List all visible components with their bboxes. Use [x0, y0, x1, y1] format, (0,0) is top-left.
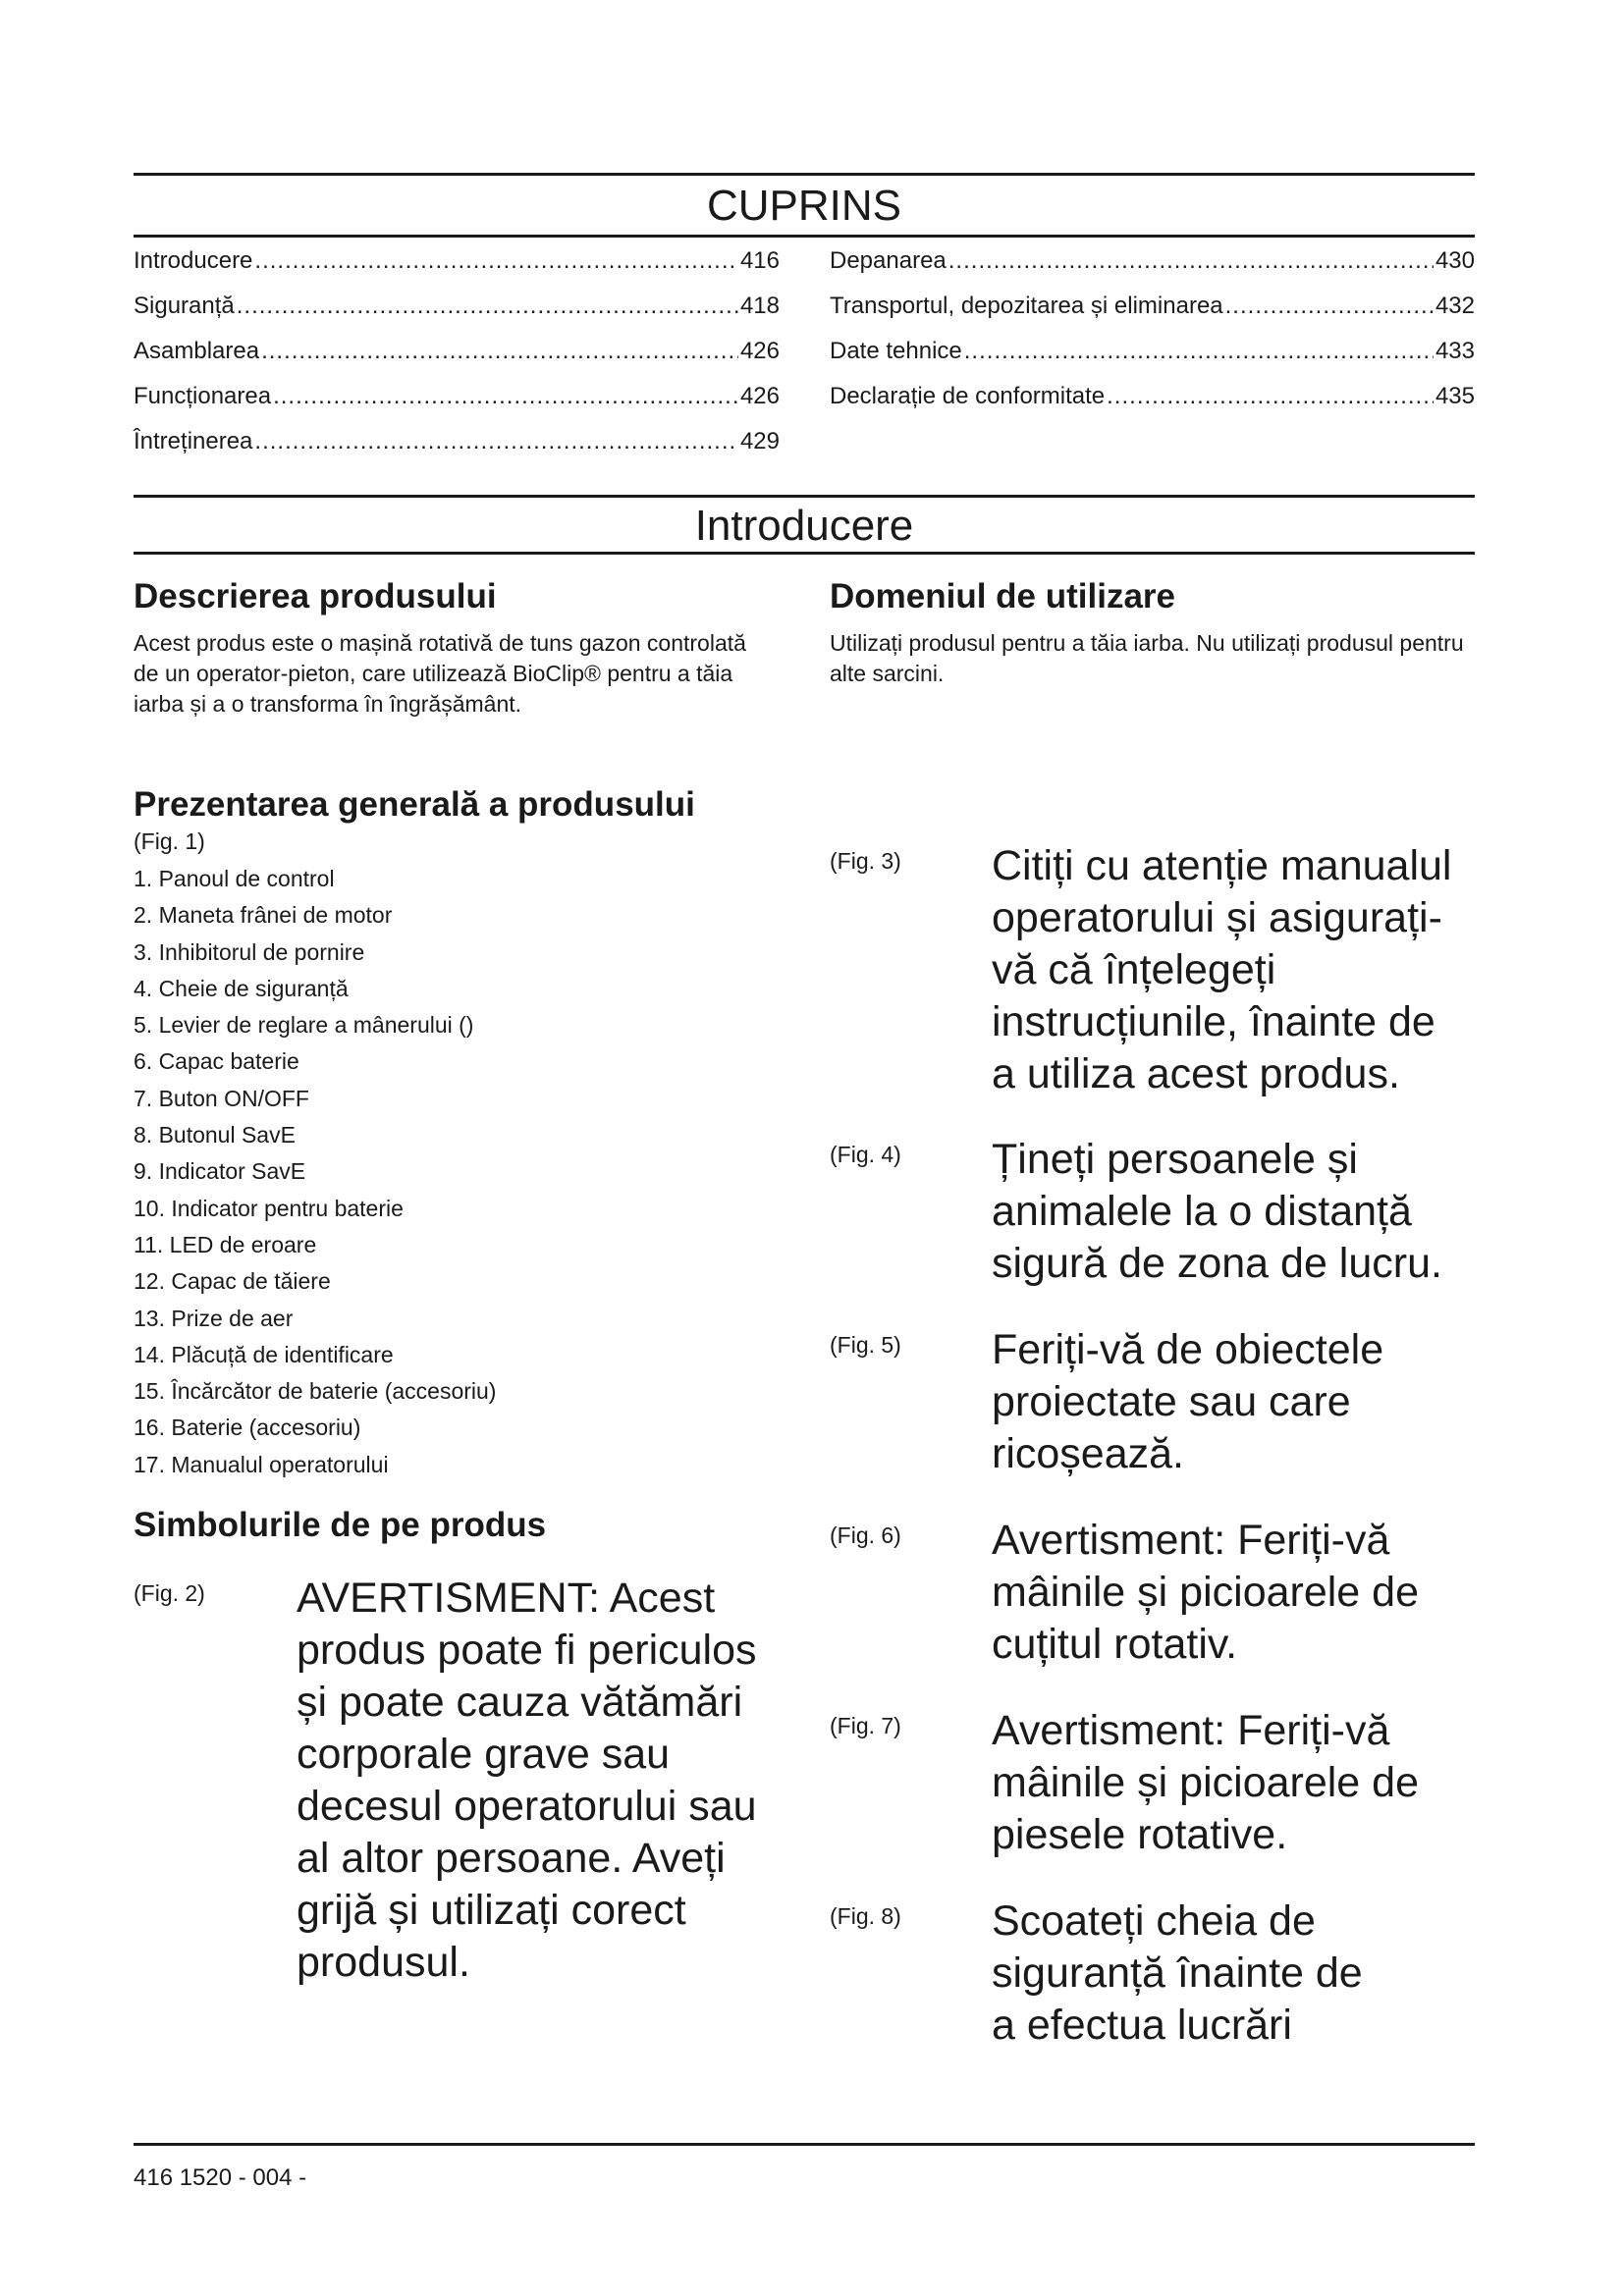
symbol-text-line: corporale grave sau — [297, 1731, 671, 1778]
symbol-text — [992, 1896, 1363, 2052]
symbol-text-line: cuțitul rotativ. — [992, 1621, 1238, 1668]
toc-entry-leader — [254, 247, 738, 275]
toc-entry-page: 418 — [739, 293, 780, 319]
symbol-text-line: mâinile și picioarele de — [992, 1759, 1419, 1806]
list-item: 9. Indicator SavE — [134, 1158, 306, 1185]
symbol-fig-ref: (Fig. 6) — [830, 1522, 901, 1548]
symbol-text-line: Avertisment: Feriți-vă — [992, 1707, 1390, 1754]
symbol-text-line: ricoșează. — [992, 1430, 1184, 1477]
toc-entry-label: Depanarea — [830, 247, 947, 274]
symbol-text-line: a efectua lucrări — [992, 2002, 1292, 2049]
list-item: 7. Buton ON/OFF — [134, 1085, 309, 1111]
list-item: 11. LED de eroare — [134, 1231, 317, 1257]
symbol-text — [992, 840, 1451, 1100]
toc-entry-label: Siguranță — [134, 293, 235, 319]
toc-top-rule — [134, 173, 1475, 176]
list-item: 3. Inhibitorul de pornire — [134, 938, 365, 965]
symbol-fig-2 — [134, 1573, 801, 1995]
toc-entry[interactable] — [134, 383, 780, 428]
list-item: 1. Panoul de control — [134, 866, 335, 891]
symbol-text-line: operatorului și asigurați- — [992, 894, 1442, 941]
toc-entry[interactable] — [134, 293, 780, 338]
list-item: 4. Cheie de siguranță — [134, 975, 349, 1001]
symbol-text-line: AVERTISMENT: Acest — [297, 1575, 716, 1622]
toc-entry-leader — [237, 293, 738, 320]
footer-rule — [134, 2143, 1475, 2146]
list-item: 8. Butonul SavE — [134, 1122, 296, 1148]
symbol-text-line: al altor persoane. Aveți — [297, 1835, 726, 1882]
toc-entry-label: Funcționarea — [134, 383, 272, 409]
symbol-text-line: și poate cauza vătămări — [297, 1679, 743, 1726]
toc-entry[interactable] — [830, 247, 1475, 293]
toc-entry-leader — [273, 383, 738, 410]
symbol-text — [992, 1705, 1419, 1861]
toc-entry-leader — [1225, 293, 1434, 320]
symbol-fig-ref: (Fig. 3) — [830, 848, 901, 874]
symbol-text-line: Feriți-vă de obiectele — [992, 1326, 1384, 1373]
symbol-fig-5 — [830, 1324, 1497, 1491]
list-item: 13. Prize de aer — [134, 1305, 294, 1331]
symbol-fig-6 — [830, 1515, 1497, 1682]
symbol-fig-ref: (Fig. 7) — [830, 1713, 901, 1738]
toc-entry[interactable] — [830, 383, 1475, 428]
symbols-heading: Simbolurile de pe produs — [134, 1506, 547, 1544]
intro-top-rule — [134, 495, 1475, 498]
toc-entry-label: Date tehnice — [830, 338, 962, 364]
toc-entry-page: 426 — [739, 383, 780, 409]
toc-entry-page: 435 — [1435, 383, 1475, 409]
usage-heading: Domeniul de utilizare — [830, 577, 1175, 615]
list-item: 12. Capac de tăiere — [134, 1268, 331, 1295]
symbol-fig-ref: (Fig. 8) — [830, 1903, 901, 1929]
intro-bottom-rule — [134, 552, 1475, 555]
toc-entry-page: 430 — [1435, 247, 1475, 274]
symbol-fig-4 — [830, 1134, 1497, 1301]
symbol-text — [992, 1515, 1419, 1671]
symbol-text-line: produsul. — [297, 1939, 470, 1986]
toc-entry-label: Introducere — [134, 247, 253, 274]
symbol-text-line: mâinile și picioarele de — [992, 1569, 1419, 1616]
toc-entry-label: Întreținerea — [134, 428, 253, 454]
list-item: 2. Maneta frânei de motor — [134, 902, 393, 929]
usage-text: Utilizați produsul pentru a tăia iarba. Nu utilizați produsul pentru alte sarcini. — [830, 630, 1464, 686]
toc-entry-leader — [964, 338, 1434, 365]
symbol-fig-ref: (Fig. 2) — [134, 1580, 205, 1606]
toc-right-column — [830, 247, 1475, 428]
toc-title: CUPRINS — [706, 182, 902, 230]
symbol-text-line: Scoateți cheia de — [992, 1897, 1316, 1945]
intro-title: Introducere — [694, 502, 914, 550]
overview-fig-ref: (Fig. 1) — [134, 828, 205, 854]
toc-entry[interactable] — [830, 293, 1475, 338]
list-item: 16. Baterie (accesoriu) — [134, 1415, 361, 1441]
symbol-fig-7 — [830, 1705, 1497, 1872]
symbol-fig-ref: (Fig. 5) — [830, 1332, 901, 1358]
symbol-fig-ref: (Fig. 4) — [830, 1142, 901, 1167]
list-item: 17. Manualul operatorului — [134, 1451, 389, 1477]
symbol-text-line: grijă și utilizați corect — [297, 1887, 686, 1934]
list-item: 10. Indicator pentru baterie — [134, 1195, 404, 1221]
list-item: 6. Capac baterie — [134, 1048, 299, 1075]
toc-entry[interactable] — [134, 338, 780, 383]
toc-entry-leader — [254, 428, 738, 455]
toc-left-column — [134, 247, 780, 473]
symbol-text-line: decesul operatorului sau — [297, 1783, 757, 1830]
parts-list — [134, 861, 782, 1483]
toc-entry-leader — [1107, 383, 1434, 410]
description-section — [134, 575, 782, 720]
symbol-text-line: Citiți cu atenție manualul — [992, 842, 1452, 889]
symbol-fig-3 — [830, 840, 1497, 1105]
symbol-text-line: Țineți persoanele și — [992, 1136, 1358, 1183]
description-text: Acest produs este o mașină rotativă de tuns gazon controlată de un operator-pieton, care utilizează BioClip® pentru a tăia iarba și a o transforma în îngrășământ. — [134, 630, 746, 717]
symbol-text-line: a utiliza acest produs. — [992, 1050, 1400, 1097]
usage-section — [830, 575, 1478, 689]
symbol-text — [992, 1134, 1442, 1290]
symbol-text-line: Avertisment: Feriți-vă — [992, 1517, 1390, 1564]
symbol-text-line: vă că înțelegeți — [992, 946, 1276, 993]
overview-section — [134, 783, 782, 1483]
toc-entry-page: 432 — [1435, 293, 1475, 319]
list-item: 5. Levier de reglare a mânerului () — [134, 1012, 474, 1039]
footer-doc-number: 416 1520 - 004 - — [134, 2164, 307, 2191]
toc-entry-page: 433 — [1435, 338, 1475, 364]
description-heading: Descrierea produsului — [134, 577, 497, 615]
symbol-text-line: instrucțiunile, înainte de — [992, 998, 1435, 1045]
list-item: 14. Plăcuță de identificare — [134, 1341, 394, 1367]
overview-heading: Prezentarea generală a produsului — [134, 785, 695, 824]
toc-entry[interactable] — [134, 428, 780, 473]
symbol-text-line: animalele la o distanță — [992, 1188, 1412, 1235]
toc-bottom-rule — [134, 235, 1475, 238]
list-item: 15. Încărcător de baterie (accesoriu) — [134, 1378, 497, 1405]
toc-entry-page: 429 — [739, 428, 780, 454]
symbols-section — [134, 1504, 782, 1547]
toc-entry-page: 426 — [739, 338, 780, 364]
toc-entry[interactable] — [134, 247, 780, 293]
toc-entry-page: 416 — [739, 247, 780, 274]
symbol-fig-8 — [830, 1896, 1497, 2062]
toc-entry-leader — [261, 338, 738, 365]
toc-entry-label: Asamblarea — [134, 338, 260, 364]
toc-entry[interactable] — [830, 338, 1475, 383]
toc-entry-label: Declarație de conformitate — [830, 383, 1106, 409]
symbol-text — [992, 1324, 1383, 1480]
symbol-text-line: proiectate sau care — [992, 1378, 1351, 1425]
symbol-text-line: sigură de zona de lucru. — [992, 1240, 1442, 1287]
toc-entry-label: Transportul, depozitarea și eliminarea — [830, 293, 1223, 319]
symbol-text-line: siguranță înainte de — [992, 1949, 1363, 1997]
symbol-warning-text — [297, 1573, 757, 1989]
symbol-text-line: piesele rotative. — [992, 1811, 1288, 1858]
toc-entry-leader — [948, 247, 1434, 275]
symbol-text-line: produs poate fi periculos — [297, 1627, 757, 1674]
